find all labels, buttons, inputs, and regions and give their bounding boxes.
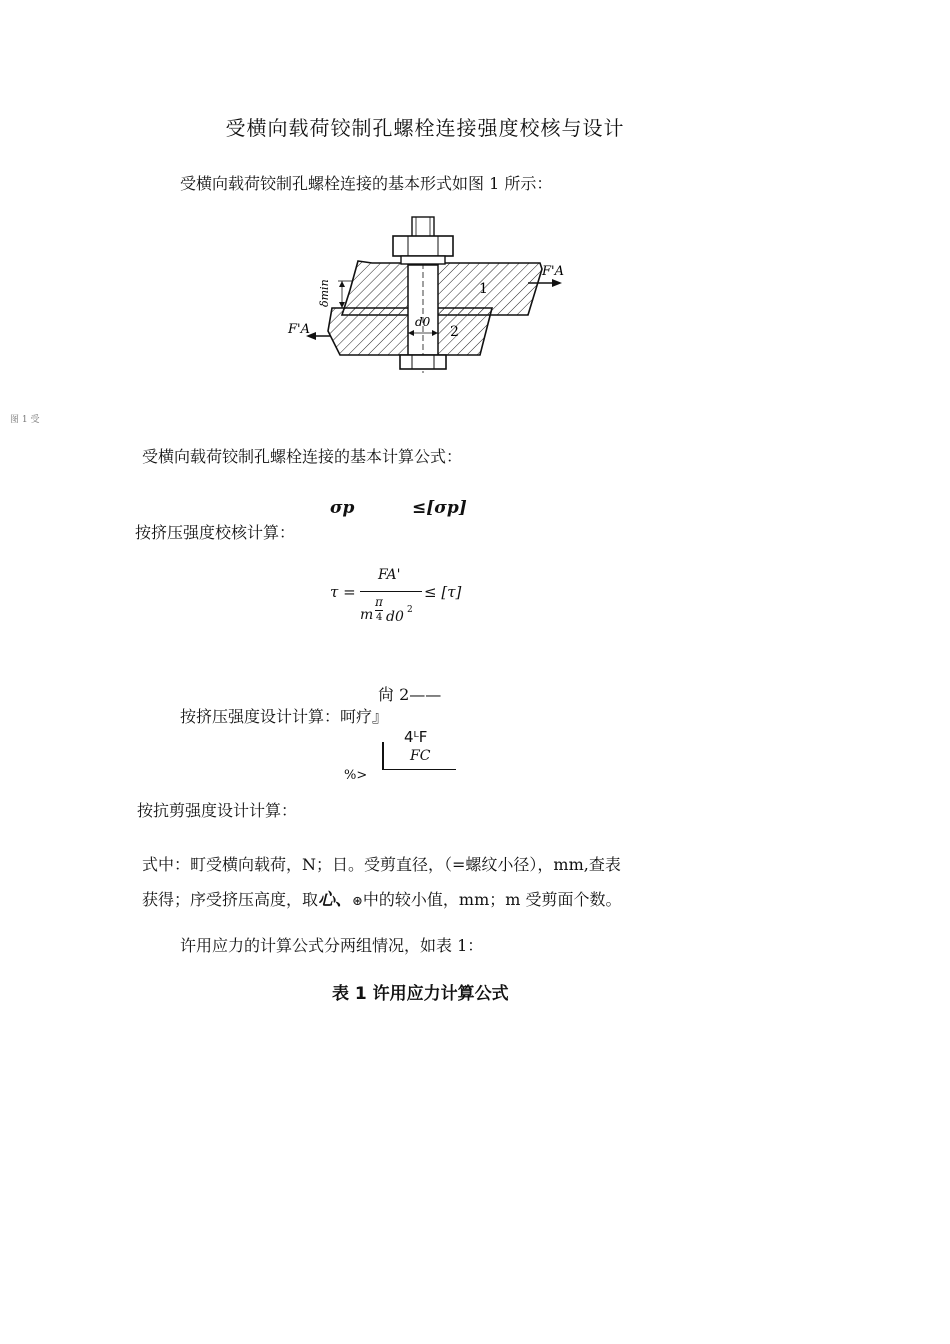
- notes-line-2-symbol: ⊛: [352, 894, 363, 909]
- notes-line-2: [142, 885, 622, 910]
- design-formula: [340, 728, 470, 788]
- shear-formula-numerator: FA': [378, 567, 401, 583]
- page-title: 受横向载荷铰制孔螺栓连接强度校核与设计: [225, 116, 625, 140]
- garbled-fragment: 尙 2——: [378, 685, 442, 704]
- table-caption: 表 1 许用应力计算公式: [332, 984, 509, 1004]
- force-label-left: F'A: [288, 322, 310, 337]
- denominator-exp: 2: [407, 605, 413, 615]
- part1-label: 1: [479, 281, 488, 297]
- bearing-design-label: 按挤压强度设计计算：呵疗』: [180, 707, 389, 726]
- notes-line-2-pre: 获得；序受挤压高度，取: [142, 890, 319, 909]
- nut: [393, 236, 453, 256]
- notes-line-2-bold: 心、: [318, 890, 353, 910]
- intro-paragraph: 受横向载荷铰制孔螺栓连接的基本形式如图 1 所示：: [180, 174, 553, 193]
- figure-caption-fragment: 图 1 受: [10, 415, 40, 425]
- part2-label: 2: [450, 324, 459, 340]
- bearing-check-lhs: σp: [330, 498, 355, 518]
- formula-intro: 受横向载荷铰制孔螺栓连接的基本计算公式：: [142, 447, 463, 466]
- radical-stroke: [382, 742, 384, 770]
- washer: [401, 256, 445, 264]
- notes-line-1: 式中：町受横向载荷，N；日。受剪直径，（=螺纹小径），mm,查表: [142, 855, 621, 874]
- fraction-bar: [360, 591, 422, 592]
- design-formula-numerator: 4ᴸF: [404, 728, 428, 746]
- design-fraction-bar: [384, 769, 456, 770]
- force-label-right: F'A: [542, 264, 564, 279]
- shear-formula-rhs: ≤ [τ]: [424, 583, 462, 601]
- bolt-joint-figure: [280, 205, 580, 380]
- bearing-check-rhs: ≤[σp]: [412, 498, 467, 518]
- bolt-head: [400, 355, 446, 369]
- d0-label: d0: [415, 315, 431, 329]
- denominator-pi: π: [375, 595, 383, 609]
- shear-formula-lhs: τ =: [330, 583, 356, 601]
- design-formula-denominator: FC: [410, 748, 431, 764]
- bearing-check-label: 按挤压强度校核计算：: [135, 523, 296, 542]
- denominator-d0: d0: [386, 609, 404, 625]
- denominator-four: 4: [376, 612, 383, 623]
- denominator-m: m: [360, 607, 374, 623]
- design-formula-left: %>: [344, 768, 368, 783]
- delta-min-label: δmin: [318, 279, 331, 307]
- upper-plate: [342, 261, 542, 315]
- notes-line-2-post: 中的较小值，mm；m 受剪面个数。: [362, 890, 622, 909]
- shear-design-label: 按抗剪强度设计计算：: [137, 801, 298, 820]
- shear-formula: [330, 565, 480, 635]
- allowable-intro: 许用应力的计算公式分两组情况，如表 1：: [180, 936, 484, 955]
